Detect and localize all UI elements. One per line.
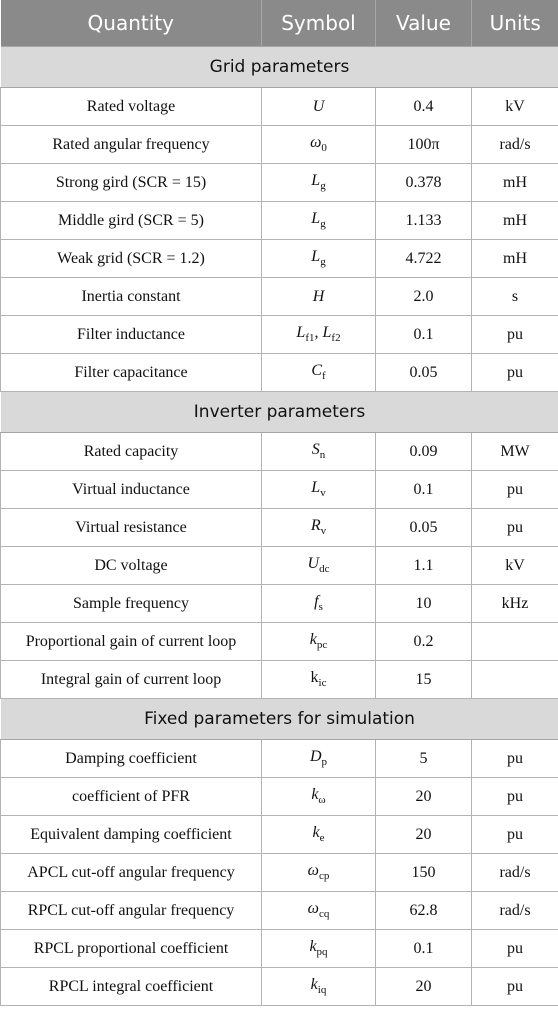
symbol-cell [262,126,376,164]
quantity-cell: Sample frequency [1,585,262,623]
value-cell: 20 [376,816,472,854]
quantity-cell: Rated voltage [1,88,262,126]
units-cell: MW [472,433,558,471]
symbol-main: D [309,748,322,766]
symbol-cell [262,278,376,316]
symbol-subscript: pq [316,946,328,959]
value-cell: 0.05 [376,509,472,547]
quantity-cell: coefficient of PFR [1,778,262,816]
quantity-cell: RPCL cut-off angular frequency [1,892,262,930]
section-title: Inverter parameters [1,392,558,433]
units-cell: pu [472,778,558,816]
units-cell: rad/s [472,854,558,892]
quantity-cell: Rated angular frequency [1,126,262,164]
section-row [1,47,558,88]
symbol-subscript: ω [318,794,326,807]
units-cell: pu [472,471,558,509]
symbol-cell [262,778,376,816]
table-row [1,240,558,278]
symbol-subscript: 0 [321,142,327,155]
header-units: Units [472,0,558,47]
table-row [1,126,558,164]
quantity-cell: Weak grid (SCR = 1.2) [1,240,262,278]
table-row [1,854,558,892]
value-cell: 0.1 [376,316,472,354]
symbol-cell [262,930,376,968]
units-cell: pu [472,740,558,778]
symbol-main: L [296,324,306,342]
symbol-cell [262,202,376,240]
symbol-main: k [310,976,318,994]
symbol-main: L [322,324,332,342]
symbol-cell [262,433,376,471]
symbol-subscript: cp [318,870,330,883]
symbol-main: k [310,669,319,687]
table-row [1,968,558,1006]
quantity-cell: Filter capacitance [1,354,262,392]
units-cell: pu [472,816,558,854]
units-cell: kV [472,88,558,126]
value-cell: 100π [376,126,472,164]
table-row [1,740,558,778]
symbol-subscript: n [319,449,326,462]
symbol-main: k [309,938,317,956]
units-cell: mH [472,164,558,202]
symbol-main: L [311,210,321,228]
symbol-main: k [312,824,320,842]
table-header [1,0,558,47]
value-cell: 15 [376,661,472,699]
symbol-cell [262,740,376,778]
table-row [1,661,558,699]
symbol-subscript: ic [318,677,327,690]
table-row [1,547,558,585]
value-cell: 20 [376,968,472,1006]
value-cell: 0.09 [376,433,472,471]
units-cell: kV [472,547,558,585]
units-cell: pu [472,316,558,354]
symbol-main: L [311,479,321,497]
quantity-cell: Rated capacity [1,433,262,471]
value-cell: 0.378 [376,164,472,202]
symbol-subscript: cq [318,908,330,921]
table-row [1,202,558,240]
symbol-subscript: f [322,370,326,383]
units-cell: rad/s [472,892,558,930]
value-cell: 0.4 [376,88,472,126]
symbol-subscript: p [321,756,328,769]
symbol-main: S [311,441,320,459]
symbol-main: L [311,172,321,190]
quantity-cell: Integral gain of current loop [1,661,262,699]
symbol-cell [262,509,376,547]
symbol-subscript: g [320,180,326,193]
units-cell: s [472,278,558,316]
symbol-main: k [309,631,317,649]
units-cell: pu [472,968,558,1006]
symbol-cell: $L_{f1}$, $L_{f2}$ [262,316,376,354]
quantity-cell: RPCL integral coefficient [1,968,262,1006]
symbol-cell [262,623,376,661]
symbol-cell [262,585,376,623]
quantity-cell: Inertia constant [1,278,262,316]
symbol-main: k [311,786,319,804]
symbol-subscript: iq [317,984,327,997]
symbol-main: L [311,248,321,266]
table-row [1,778,558,816]
table-row [1,892,558,930]
header-quantity: Quantity [1,0,262,47]
value-cell: 62.8 [376,892,472,930]
value-cell: 0.1 [376,471,472,509]
table-row [1,316,558,354]
quantity-cell: Virtual inductance [1,471,262,509]
symbol-main: ω [307,900,319,918]
symbol-cell [262,471,376,509]
quantity-cell: DC voltage [1,547,262,585]
value-cell: 0.2 [376,623,472,661]
value-cell: 0.05 [376,354,472,392]
section-title: Fixed parameters for simulation [1,699,558,740]
units-cell: mH [472,240,558,278]
symbol-subscript: e [319,832,325,845]
value-cell: 1.133 [376,202,472,240]
symbol-cell [262,968,376,1006]
symbol-main: R [310,517,321,535]
units-cell [472,623,558,661]
symbol-subscript: pc [316,639,328,652]
symbol-subscript: g [320,256,326,269]
symbol-main: f [314,593,319,611]
units-cell: rad/s [472,126,558,164]
table-row [1,623,558,661]
units-cell: pu [472,509,558,547]
symbol-subscript: g [320,218,326,231]
value-cell: 10 [376,585,472,623]
symbol-cell [262,164,376,202]
table-row [1,816,558,854]
value-cell: 4.722 [376,240,472,278]
header-value: Value [376,0,472,47]
units-cell: kHz [472,585,558,623]
symbol-main: C [311,362,322,380]
table-row [1,930,558,968]
quantity-cell: Middle gird (SCR = 5) [1,202,262,240]
symbol-subscript: s [318,601,323,614]
units-cell: pu [472,930,558,968]
symbol-cell [262,661,376,699]
value-cell: 150 [376,854,472,892]
quantity-cell: Proportional gain of current loop [1,623,262,661]
symbol-subscript: v [320,525,327,538]
table-body [1,47,558,1006]
section-title: Grid parameters [1,47,558,88]
quantity-cell: Strong gird (SCR = 15) [1,164,262,202]
value-cell: 5 [376,740,472,778]
symbol-subscript: dc [319,563,330,576]
units-cell: pu [472,354,558,392]
units-cell [472,661,558,699]
quantity-cell: APCL cut-off angular frequency [1,854,262,892]
symbol-cell [262,854,376,892]
symbol-cell [262,547,376,585]
section-row [1,699,558,740]
symbol-main: ω [307,862,319,880]
value-cell: 2.0 [376,278,472,316]
symbol-main: U [307,555,320,573]
table-row [1,585,558,623]
units-cell: mH [472,202,558,240]
table-row [1,433,558,471]
symbol-main: H [312,287,325,305]
table-row [1,278,558,316]
table-row [1,164,558,202]
symbol-subscript: v [320,487,326,500]
section-row [1,392,558,433]
symbol-cell [262,354,376,392]
symbol-subscript: f2 [331,332,341,345]
header-symbol: Symbol [262,0,376,47]
symbol-cell [262,88,376,126]
table-row [1,509,558,547]
symbol-cell [262,816,376,854]
quantity-cell: RPCL proportional coefficient [1,930,262,968]
quantity-cell: Damping coefficient [1,740,262,778]
symbol-main: ω [310,134,322,152]
symbol-cell [262,240,376,278]
quantity-cell: Virtual resistance [1,509,262,547]
quantity-cell: Equivalent damping coefficient [1,816,262,854]
quantity-cell: Filter inductance [1,316,262,354]
symbol-subscript: f1 [305,332,315,345]
table-row [1,88,558,126]
symbol-cell [262,892,376,930]
symbol-main: U [312,97,325,115]
value-cell: 20 [376,778,472,816]
value-cell: 1.1 [376,547,472,585]
table-row [1,471,558,509]
value-cell: 0.1 [376,930,472,968]
table-row [1,354,558,392]
